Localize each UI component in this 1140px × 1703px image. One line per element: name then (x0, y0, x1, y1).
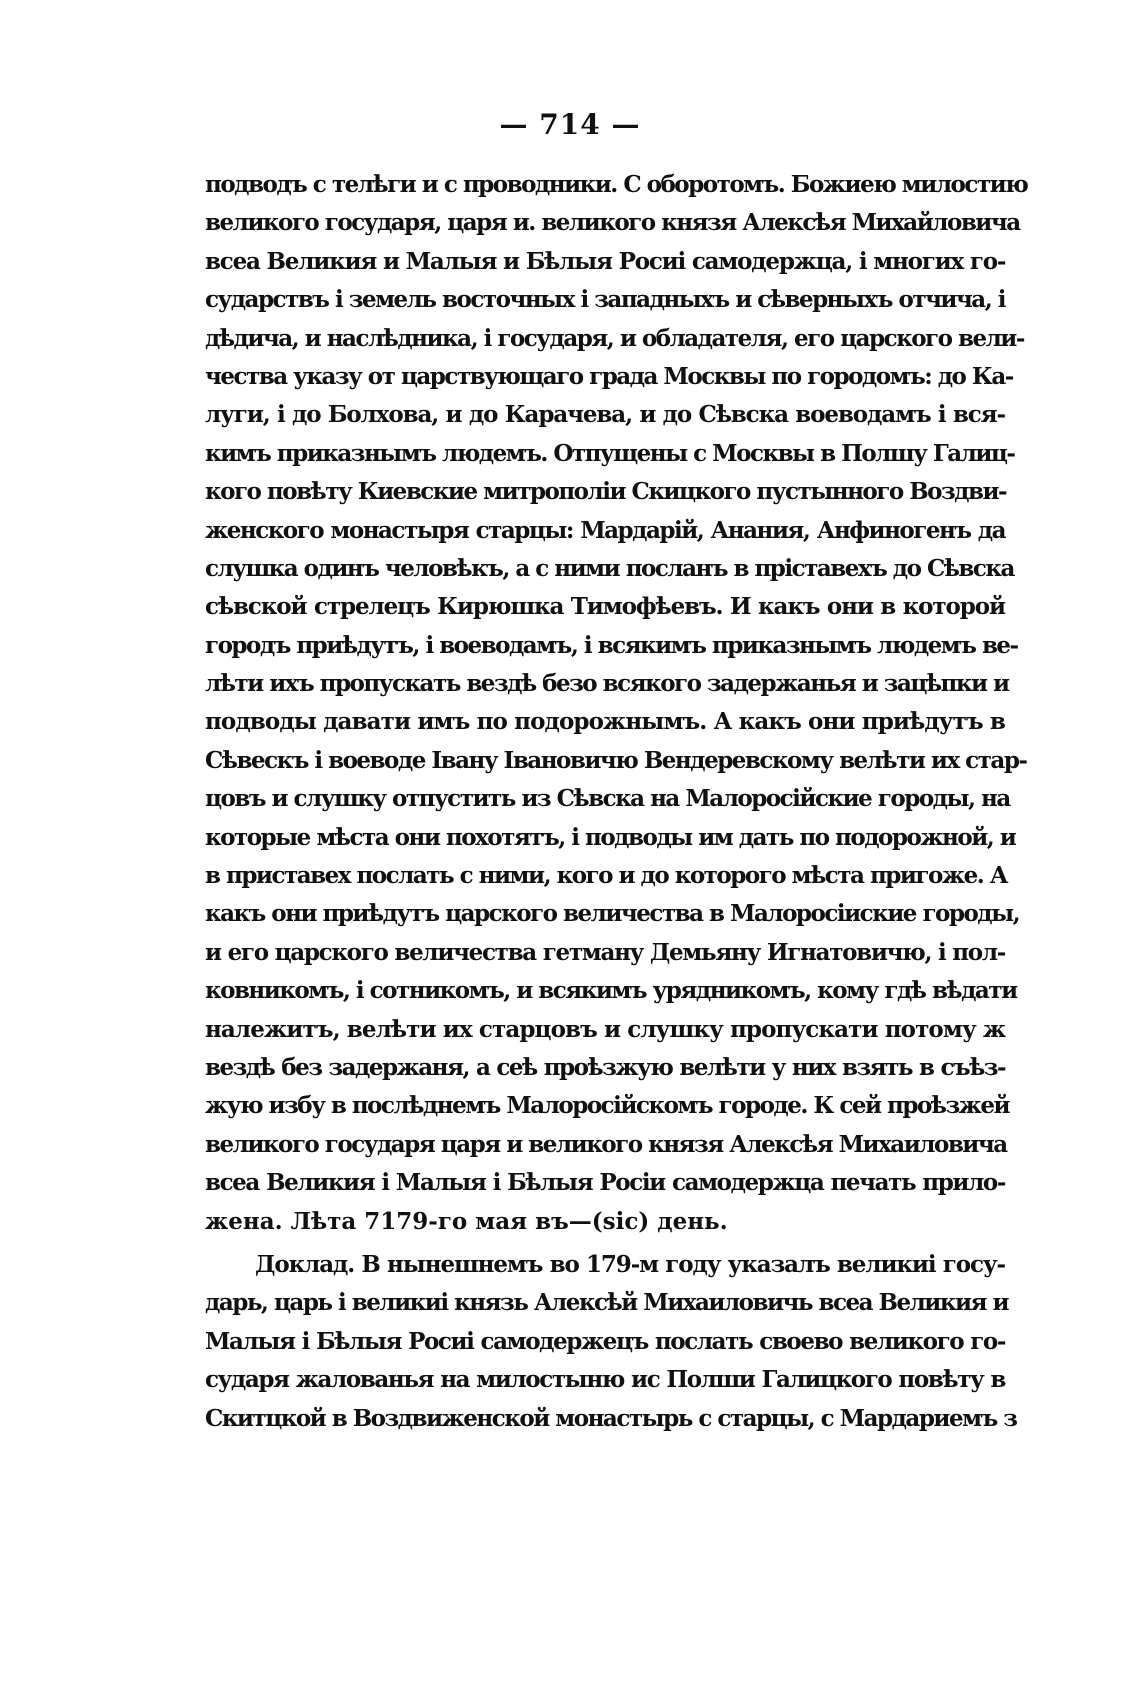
text-line: кимъ приказнымъ людемъ. Отпущены с Москвы в Полшу Галиц- (205, 439, 1015, 467)
text-line: и его царского величества гетману Демьяну Игнатовичю, і пол- (205, 938, 1005, 966)
paragraph-1 (205, 166, 1028, 1241)
text-line: жена. Лѣта 7179-го мая въ—(sic) день. (205, 1207, 728, 1235)
text-line: великого государя царя и великого князя Алексѣя Михаиловича (205, 1130, 1007, 1158)
text-line: Скитцкой в Воздвиженской монастырь с старцы, с Мардариемъ з (205, 1404, 1017, 1432)
text-line: всеа Великия і Малыя і Бѣлыя Росіи самодержца печать прило- (205, 1169, 1005, 1197)
text-line: женского монастыря старцы: Мардарій, Анания, Анфиногенъ да (205, 516, 1005, 544)
text-line: луги, і до Болхова, и до Карачева, и до Сѣвска воеводамъ і вся- (205, 401, 1005, 429)
text-line: городъ приѣдутъ, і воеводамъ, і всякимъ приказнымъ людемъ ве- (205, 631, 1018, 659)
text-line: вездѣ без задержаня, а сеѣ проѣзжую велѣти у них взять в съѣз- (205, 1053, 1005, 1081)
text-line: жую избу в послѣднемъ Малоросійскомъ городе. К сей проѣзжей (205, 1092, 1010, 1120)
text-line: Малыя і Бѣлыя Росиі самодержецъ послать своево великого го- (205, 1327, 1005, 1355)
text-line: Сѣвескъ і воеводе Івану Івановичю Вендеревскому велѣти их стар- (205, 746, 1027, 774)
text-line: всеа Великия и Малыя и Бѣлыя Росиі самодержца, і многих го- (205, 247, 1006, 275)
text-line: в приставех послать с ними, кого и до которого мѣста пригоже. А (205, 862, 1007, 890)
text-line: цовъ и слушку отпустить из Сѣвска на Малоросійские городы, на (205, 785, 1010, 813)
text-line: подводъ с телѣги и с проводники. С оборотомъ. Божиею милостию (205, 171, 1028, 198)
text-line: подводы давати имъ по подорожнымъ. А какъ они приѣдутъ в (205, 708, 1005, 736)
page-body (205, 166, 1028, 1438)
text-line: слушка одинъ человѣкъ, а с ними посланъ в пріставехъ до Сѣвска (205, 554, 1014, 582)
text-line: сѣвской стрелецъ Кирюшка Тимофѣевъ. И какъ они в которой (205, 593, 1005, 621)
paragraph-2 (205, 1246, 1017, 1438)
text-line: дѣдича, и наслѣдника, і государя, и обладателя, его царского вели- (205, 324, 1024, 352)
text-line: какъ они приѣдутъ царского величества в Малоросіиские городы, (205, 900, 1020, 928)
text-line: чества указу от царствующаго града Москвы по городомъ: до Ка- (205, 362, 1013, 390)
text-line: сударствъ і земель восточных і западныхъ и сѣверныхъ отчича, і (205, 286, 1005, 314)
text-line: лѣти ихъ пропускать вездѣ безо всякого задержанья и зацѣпки и (205, 670, 1009, 698)
text-line: кого повѣту Киевские митрополіи Скицкого пустынного Воздви- (205, 478, 1007, 506)
text-line: належитъ, велѣти их старцовъ и слушку пропускати потому ж (205, 1015, 1006, 1043)
page-number: — 714 — (499, 108, 641, 141)
text-line: сударя жалованья на милостыню ис Полши Галицкого повѣту в (205, 1366, 1005, 1394)
text-line: ковникомъ, і сотникомъ, и всякимъ урядникомъ, кому гдѣ вѣдати (205, 977, 1017, 1005)
text-line: которые мѣста они похотятъ, і подводы им дать по подорожной, и (205, 823, 1016, 851)
text-line: Доклад. В нынешнемъ во 179-м году указалъ великиі госу- (255, 1250, 1005, 1278)
text-line: великого государя, царя и. великого князя Алексѣя Михайловича (205, 209, 1020, 237)
text-line: дарь, царь і великиі князь Алексѣй Михаиловичь всеа Великия и (205, 1289, 1009, 1317)
